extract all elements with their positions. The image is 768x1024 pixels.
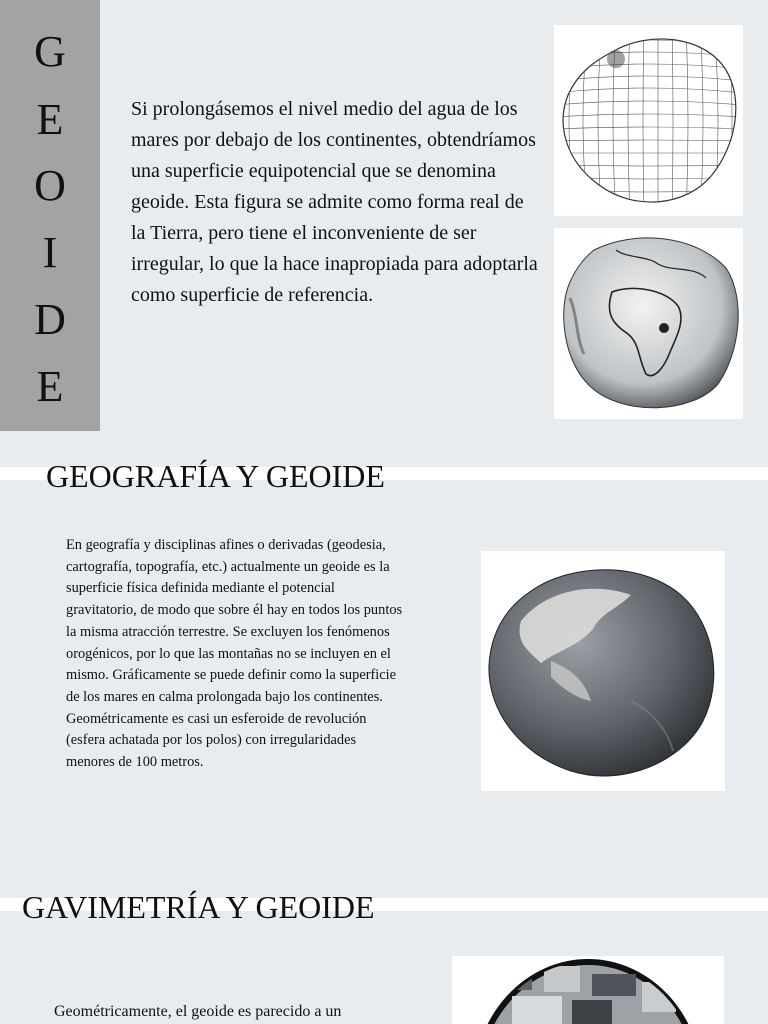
geoid-europe-image [481, 551, 725, 791]
title-letter: D [34, 295, 66, 344]
section-heading-gravimetria: GAVIMETRÍA Y GEOIDE [22, 889, 375, 925]
title-letter: I [42, 228, 58, 277]
geografia-paragraph: En geografía y disciplinas afines o derivadas (geodesia, cartografía, topografía, etc.) actualmente un geoide es la superficie física definida mediante el potencial gravitatorio, de modo que sobre él hay en todos los puntos la misma atracción terrestre. Se excluyen los fenómenos orogénicos, por lo que las montañas no se incluyen en el mismo. Gráficamente se puede definir como la superficie de los mares en calma prolongada bajo los continentes. Geométricamente es casi un esferoide de revolución (esfera achatada por los polos) con irregularidades menores de 100 metros. [66, 537, 403, 771]
geoid-wireframe-image [554, 25, 743, 216]
vertical-title-sidebar [0, 0, 100, 431]
title-letter: E [36, 95, 64, 144]
geoid-dark-globe-image [452, 956, 724, 1024]
title-letter: O [34, 161, 66, 210]
intro-paragraph: Si prolongásemos el nivel medio del agua de los mares por debajo de los continentes, obtendríamos una superficie equipotencial que se denomina geoide. Esta figura se admite como forma real de la Tierra, pero tiene el inconveniente de ser irregular, lo que la hace inapropiada para adoptarla como superficie de referencia. [131, 98, 538, 306]
title-letter: G [34, 27, 66, 76]
section-heading-geografia: GEOGRAFÍA Y GEOIDE [46, 458, 385, 494]
title-letter: E [36, 362, 64, 411]
gravimetria-paragraph: Geométricamente, el geoide es parecido a un [54, 1003, 342, 1020]
geoid-africa-image [554, 228, 743, 419]
